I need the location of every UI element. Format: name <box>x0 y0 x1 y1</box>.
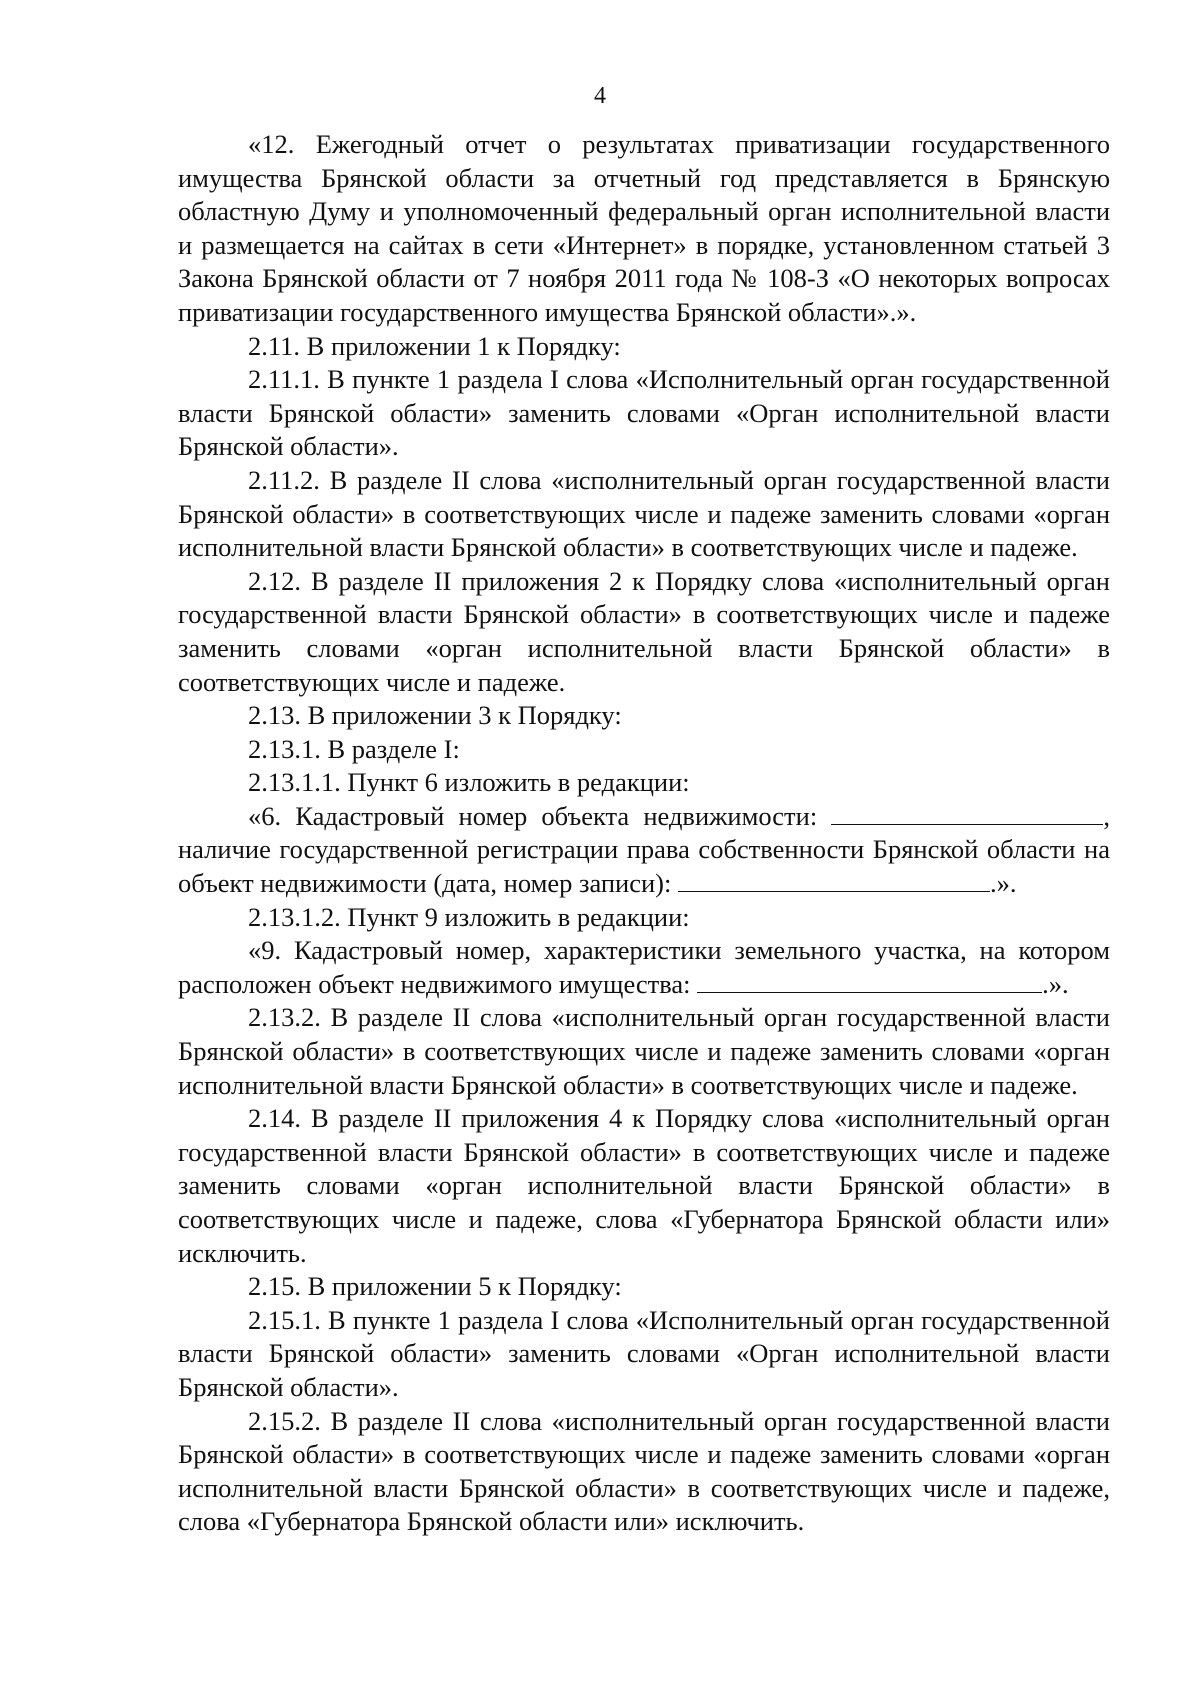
paragraph-2-13: 2.13. В приложении 3 к Порядку: <box>248 700 622 731</box>
page-number: 4 <box>594 83 606 109</box>
paragraph-2-15-2: 2.15.2. В разделе II слова «исполнительный орган государственной власти Брянской области» в соответствующих числе и падеже заменить словами «орган исполнительной власти Брянской области» в соответствующих числе и падеже, слова «Губернатора Брянской области или» исключить. <box>178 1405 1110 1537</box>
paragraph-2-15: 2.15. В приложении 5 к Порядку: <box>248 1271 622 1302</box>
paragraph-2-14: 2.14. В разделе II приложения 4 к Порядку слова «исполнительный орган государственной власти Брянской области» в соответствующих числе и падеже заменить словами «орган исполнительной власти Брянской области» в соответствующих числе и падеже, слова «Губернатора Брянской области или» исключить. <box>178 1103 1110 1268</box>
paragraph-2-13-1-2: 2.13.1.2. Пункт 9 изложить в редакции: <box>248 901 690 932</box>
paragraph-2-12: 2.12. В разделе II приложения 2 к Порядку слова «исполнительный орган государственной власти Брянской области» в соответствующих числе и падеже заменить словами «орган исполнительной власти Брянской области» в соответствующих числе и падеже. <box>178 565 1110 697</box>
paragraph-2-15-1: 2.15.1. В пункте 1 раздела I слова «Исполнительный орган государственной власти Брянской области» заменить словами «Орган исполнительной власти Брянской области». <box>178 1304 1110 1402</box>
form-item-6-text-end: .». <box>990 868 1017 899</box>
fill-blank-land-plot <box>697 970 1042 993</box>
paragraph-2-13-1: 2.13.1. В разделе I: <box>248 733 460 764</box>
paragraph-2-11-1: 2.11.1. В пункте 1 раздела I слова «Исполнительный орган государственной власти Брянской области» заменить словами «Орган исполнительной власти Брянской области». <box>178 364 1110 462</box>
form-item-6 <box>178 800 1110 901</box>
paragraph-2-13-2: 2.13.2. В разделе II слова «исполнительный орган государственной власти Брянской области» в соответствующих числе и падеже заменить словами «орган исполнительной власти Брянской области» в соответствующих числе и падеже. <box>178 1002 1110 1100</box>
fill-blank-registration-record <box>678 869 990 892</box>
document-body <box>178 128 1110 1539</box>
form-item-6-text-before: «6. Кадастровый номер объекта недвижимости: <box>248 800 832 831</box>
form-item-6-text-mid: , наличие государственной регистрации права собственности Брянской области на объект недвижимости (дата, номер записи): <box>178 800 1110 899</box>
form-item-9-text-end: .». <box>1042 968 1069 999</box>
form-item-9 <box>178 934 1110 1001</box>
paragraph-2-11: 2.11. В приложении 1 к Порядку: <box>248 330 621 361</box>
paragraph-2-11-2: 2.11.2. В разделе II слова «исполнительный орган государственной власти Брянской области» в соответствующих числе и падеже заменить словами «орган исполнительной власти Брянской области» в соответствующих числе и падеже. <box>178 464 1110 563</box>
fill-blank-cadastral-number <box>831 802 1103 825</box>
form-item-9-text-before: «9. Кадастровый номер, характеристики земельного участка, на котором расположен объект недвижимого имущества: <box>178 935 1110 999</box>
paragraph-2-13-1-1: 2.13.1.1. Пункт 6 изложить в редакции: <box>248 767 690 798</box>
paragraph-item-12: «12. Ежегодный отчет о результатах приватизации государственного имущества Брянской области за отчетный год представляется в Брянскую областную Думу и уполномоченный федеральный орган исполнительной власти и размещается на сайтах в сети «Интернет» в порядке, установленном статьей 3 Закона Брянской области от 7 ноября 2011 года № 108-З «О некоторых вопросах приватизации государственного имущества Брянской области».». <box>178 129 1110 327</box>
